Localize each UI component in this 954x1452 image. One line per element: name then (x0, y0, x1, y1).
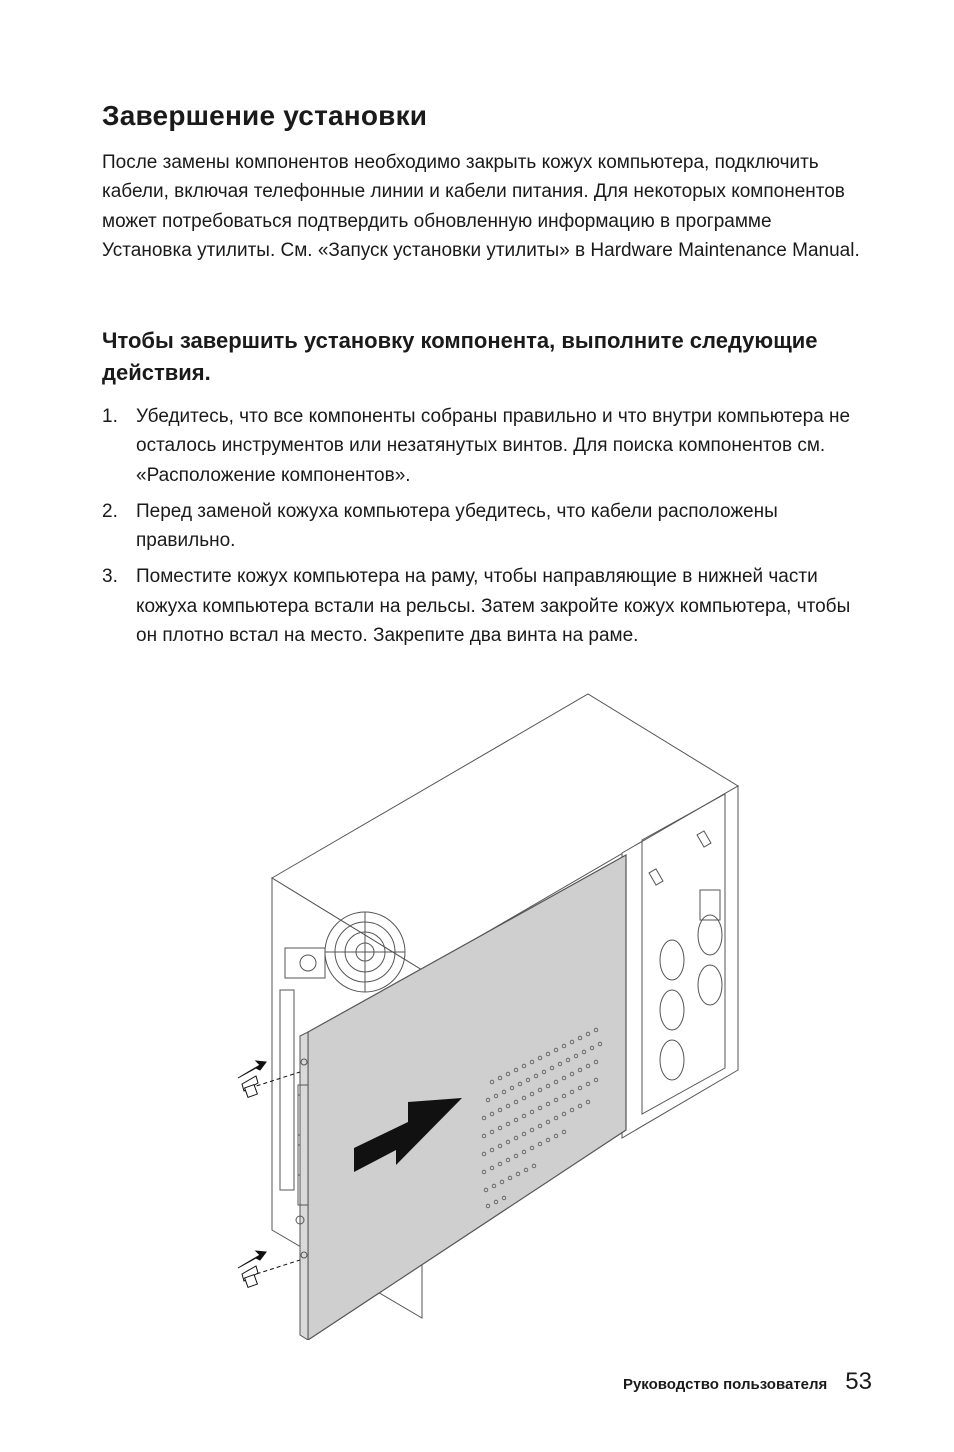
step-number: 2. (102, 500, 118, 522)
step-number: 1. (102, 406, 118, 427)
computer-cover-installation-illustration-icon (230, 690, 750, 1340)
page-number: 53 (845, 1368, 872, 1395)
page-title: Завершение установки (102, 100, 428, 131)
list-item (102, 402, 872, 490)
step-text: Убедитесь, что все компоненты собраны правильно и что внутри компьютера не осталось инструментов или незатянутых винтов. Для поиска компонентов см. «Расположение компонентов». (136, 406, 851, 486)
procedure-heading: Чтобы завершить установку компонента, выполните следующие действия. (102, 328, 818, 385)
footer-label: Руководство пользователя (622, 1376, 828, 1393)
steps-list (102, 402, 872, 657)
list-item (102, 562, 872, 650)
intro-paragraph: После замены компонентов необходимо закрыть кожух компьютера, подключить кабели, включая телефонные линии и кабели питания. Для некоторых компонентов может потребоваться подтвердить обновленную информацию в программе Установка утилиты. См. «Запуск установки утилиты» в Hardware Maintenance Manual. (102, 152, 860, 261)
step-text: Поместите кожух компьютера на раму, чтобы направляющие в нижней части кожуха компьютера встали на рельсы. Затем закройте кожух компьютера, чтобы он плотно встал на место. Закрепите два винта на раме. (136, 566, 851, 647)
list-item (102, 497, 872, 556)
page-footer (623, 1368, 872, 1396)
screw-bottom (238, 1251, 300, 1287)
step-text: Перед заменой кожуха компьютера убедитесь, что кабели расположены правильно. (136, 500, 778, 552)
step-number: 3. (102, 566, 118, 588)
